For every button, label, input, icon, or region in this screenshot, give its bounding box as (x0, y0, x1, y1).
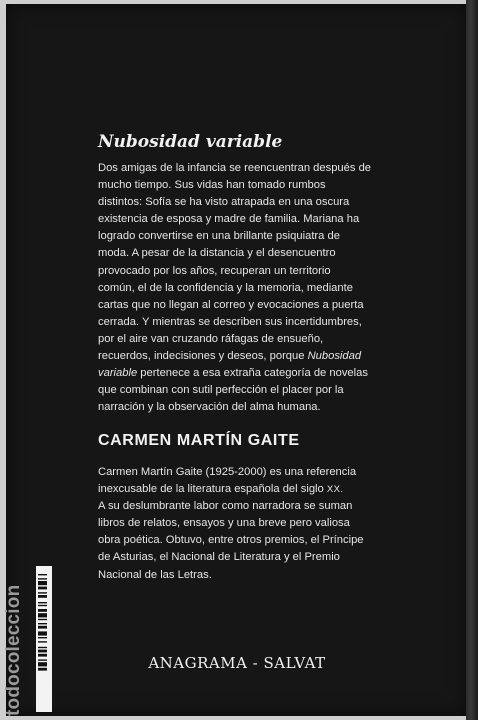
watermark-text: todocoleccion (3, 584, 24, 716)
barcode-bar (38, 631, 47, 635)
barcode-bar (38, 587, 47, 590)
barcode-bar (38, 602, 47, 603)
barcode-bar (38, 647, 47, 648)
synopsis-line: moda. A pesar de la distancia y el desencuentro (98, 247, 336, 260)
synopsis-line-with-italic (98, 348, 380, 365)
barcode-bar (38, 592, 47, 593)
synopsis-italic-title: Nubosidad (307, 350, 362, 363)
barcode-bar (38, 659, 47, 660)
synopsis-line: cerrada. Y mientras se describen sus incertidumbres, (98, 315, 362, 328)
barcode-bar (38, 581, 47, 585)
barcode-bar (38, 626, 47, 629)
barcode-bar (38, 574, 47, 575)
bio-line: Carmen Martín Gaite (1925-2000) es una referencia (98, 466, 357, 478)
synopsis-text: recuerdos, indecisiones y deseos, porque (98, 350, 305, 363)
book-spine-edge (466, 0, 478, 720)
barcode-bar (38, 613, 47, 617)
synopsis-line: común, el de la confidencia y la memoria, mediante (98, 281, 353, 294)
barcode-bar (38, 668, 47, 671)
bio-line: A su deslumbrante labor como narradora se suman (98, 500, 353, 513)
synopsis-line: logrado convertirse en una brillante psiquiatra de (98, 230, 340, 243)
bio-text: inexcusable de la literatura española del siglo (98, 483, 324, 496)
synopsis-line: existencia de esposa y madre de familia. Mariana ha (98, 213, 360, 226)
barcode-bar (38, 654, 47, 657)
barcode-bar (38, 662, 47, 666)
barcode-graphic (36, 566, 52, 712)
bio-line: obra poética. Obtuvo, entre otros premios, el Príncipe (98, 534, 364, 547)
bio-line: Nacional de las Letras. (98, 568, 212, 581)
barcode-bar (38, 641, 47, 642)
synopsis-line: provocado por los años, recuperan un territorio (98, 264, 331, 277)
bio-line-with-century (98, 481, 380, 498)
synopsis-line-with-italic (98, 365, 380, 382)
barcode (36, 566, 52, 712)
watermark (2, 540, 28, 716)
barcode-bar (38, 623, 47, 624)
synopsis-line: narración y la observación del alma humana. (98, 401, 321, 414)
publisher-imprint: ANAGRAMA - SALVAT (148, 654, 326, 672)
synopsis-line: Dos amigas de la infancia se reencuentran después de (98, 162, 372, 174)
century-numeral: XX. (326, 484, 344, 496)
synopsis-line: que combinan con sutil perfección el placer por la (98, 384, 344, 397)
barcode-bar (38, 637, 47, 638)
book-title: Nubosidad variable (98, 132, 283, 152)
bio-line: libros de relatos, ensayos y una breve pero valiosa (98, 517, 350, 530)
synopsis-line: cartas que no llegan al correo y evocaciones a puerta (98, 298, 364, 311)
barcode-bar (38, 595, 47, 598)
synopsis (98, 160, 380, 416)
synopsis-line: distintos: Sofía se ha visto atrapada en una oscura (98, 196, 350, 209)
barcode-bar (38, 619, 47, 620)
back-cover (6, 4, 468, 716)
barcode-bar (38, 650, 47, 653)
bio-line: de Asturias, el Nacional de Literatura y el Premio (98, 551, 340, 564)
author-bio (98, 464, 380, 584)
barcode-bar (38, 609, 47, 612)
synopsis-line: mucho tiempo. Sus vidas han tomado rumbos (98, 179, 326, 192)
barcode-bar (38, 578, 47, 579)
author-heading: CARMEN MARTÍN GAITE (98, 432, 300, 449)
synopsis-italic-title: variable (98, 367, 138, 380)
synopsis-text: pertenece a esa extraña categoría de novelas (140, 367, 368, 380)
synopsis-line: por el aire van cruzando ráfagas de ensueño, (98, 332, 324, 345)
barcode-bar (38, 605, 47, 606)
